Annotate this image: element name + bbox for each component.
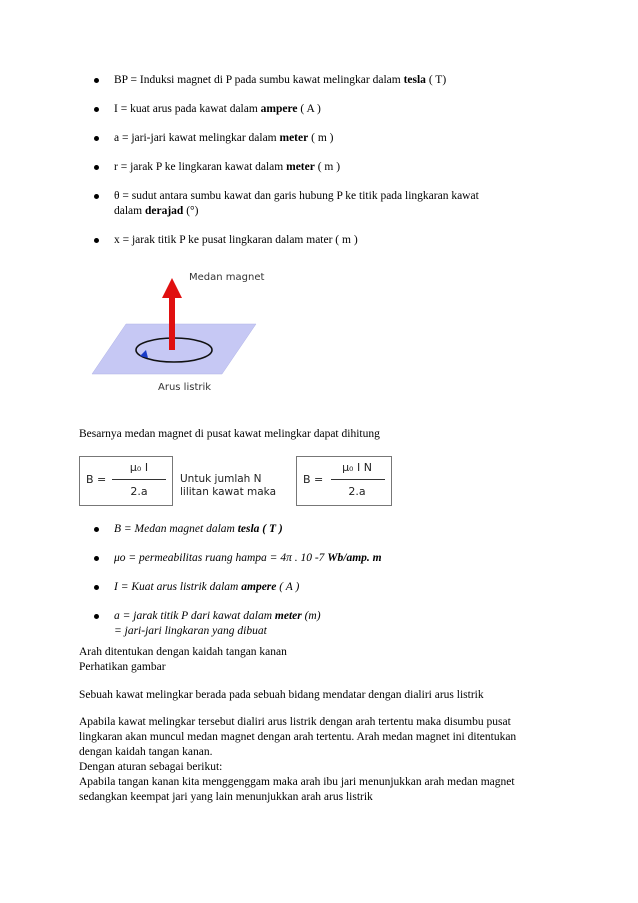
item-post: (m) bbox=[301, 610, 321, 622]
condition-line: lilitan kawat maka bbox=[180, 486, 277, 498]
para-line: dengan kaidah tangan kanan. bbox=[79, 746, 213, 758]
item-text: BP = Induksi magnet di P pada sumbu kawat melingkar dalam bbox=[114, 74, 404, 86]
item-bold: Wb/amp. m bbox=[327, 552, 382, 564]
item-text: x = jarak titik P ke pusat lingkaran dalam mater ( m ) bbox=[114, 234, 358, 246]
list-item bbox=[90, 522, 560, 537]
variable-list-1 bbox=[90, 73, 560, 248]
paragraph-aturan bbox=[79, 715, 559, 805]
item-text: r = jarak P ke lingkaran kawat dalam bbox=[114, 161, 287, 173]
item-post: ( T) bbox=[425, 74, 447, 86]
variable-list-2 bbox=[90, 522, 560, 639]
para-line: Dengan aturan sebagai berikut: bbox=[79, 761, 223, 773]
formula-box-left bbox=[79, 456, 173, 506]
item-text: a = jari-jari kawat melingkar dalam bbox=[114, 132, 280, 144]
item-text: I = kuat arus pada kawat dalam bbox=[114, 103, 261, 115]
label-arus-listrik: Arus listrik bbox=[158, 382, 212, 393]
item-text: μo = permeabilitas ruang hampa = 4π . 10 -7 bbox=[114, 552, 328, 564]
list-item bbox=[90, 580, 560, 595]
para-line: sedangkan keempat jari yang lain menunjukkan arah arus listrik bbox=[79, 791, 373, 803]
label-medan-magnet: Medan magnet bbox=[189, 272, 265, 283]
list-item bbox=[90, 551, 560, 566]
item-text: θ = sudut antara sumbu kawat dan garis hubung P ke titik pada lingkaran kawat bbox=[114, 190, 479, 202]
item-post: ( A ) bbox=[297, 103, 321, 115]
list-item bbox=[90, 233, 560, 248]
formula-condition-text bbox=[180, 473, 276, 499]
formula-denominator: 2.a bbox=[348, 485, 366, 498]
item-line2: dalam bbox=[114, 205, 145, 217]
field-arrow-head-icon bbox=[162, 278, 182, 298]
item-bold: meter bbox=[286, 161, 315, 173]
item-bold: meter bbox=[279, 132, 309, 144]
item-post: ( m ) bbox=[314, 161, 341, 173]
item-post: (°) bbox=[183, 205, 199, 217]
item-bold: tesla ( T ) bbox=[237, 523, 283, 535]
para-line: lingkaran akan muncul medan magnet dengan arah tertentu. Arah medan magnet ini ditentukan bbox=[79, 731, 517, 743]
item-bold: derajad bbox=[144, 205, 184, 217]
item-post: ( m ) bbox=[308, 132, 334, 144]
para-line: Apabila kawat melingkar tersebut dialiri arus listrik dengan arah tertentu maka disumbu pusat bbox=[79, 716, 511, 728]
item-bold: ampere bbox=[260, 103, 298, 115]
list-item bbox=[90, 160, 560, 175]
para-line: Apabila tangan kanan kita menggenggam maka arah ibu jari menunjukkan arah medan magnet bbox=[79, 776, 515, 788]
list-item bbox=[90, 189, 560, 219]
item-bold: tesla bbox=[403, 74, 426, 86]
list-item bbox=[90, 73, 560, 88]
paragraph-arah bbox=[79, 645, 559, 675]
list-item bbox=[90, 102, 560, 117]
item-text: a = jarak titik P dari kawat dalam bbox=[114, 610, 275, 622]
para-line: Arah ditentukan dengan kaidah tangan kanan bbox=[79, 646, 287, 658]
list-item bbox=[90, 609, 560, 639]
para-line: Perhatikan gambar bbox=[79, 661, 166, 673]
item-post: ( A ) bbox=[276, 581, 300, 593]
formula-numerator: μ₀ I N bbox=[342, 461, 372, 474]
condition-line: Untuk jumlah N bbox=[180, 473, 262, 485]
item-text: B = Medan magnet dalam bbox=[114, 523, 238, 535]
item-bold: ampere bbox=[241, 581, 277, 593]
item-line2: = jari-jari lingkaran yang dibuat bbox=[114, 625, 267, 637]
fraction-line bbox=[112, 479, 166, 480]
intro-paragraph: Besarnya medan magnet di pusat kawat melingkar dapat dihitung bbox=[79, 428, 380, 440]
paragraph-kawat: Sebuah kawat melingkar berada pada sebuah bidang mendatar dengan dialiri arus listrik bbox=[79, 689, 484, 701]
fraction-line bbox=[331, 479, 385, 480]
item-text: I = Kuat arus listrik dalam bbox=[114, 581, 242, 593]
item-bold: meter bbox=[274, 610, 302, 622]
formula-numerator: μ₀ I bbox=[129, 461, 149, 474]
formula-lhs: B = bbox=[303, 473, 324, 486]
formula-denominator: 2.a bbox=[130, 485, 148, 498]
formula-lhs: B = bbox=[86, 473, 107, 486]
field-arrow-shaft bbox=[169, 296, 175, 350]
formula-box-right bbox=[296, 456, 392, 506]
loop-diagram bbox=[88, 266, 358, 398]
magnetic-field-figure bbox=[88, 266, 358, 398]
list-item bbox=[90, 131, 560, 146]
